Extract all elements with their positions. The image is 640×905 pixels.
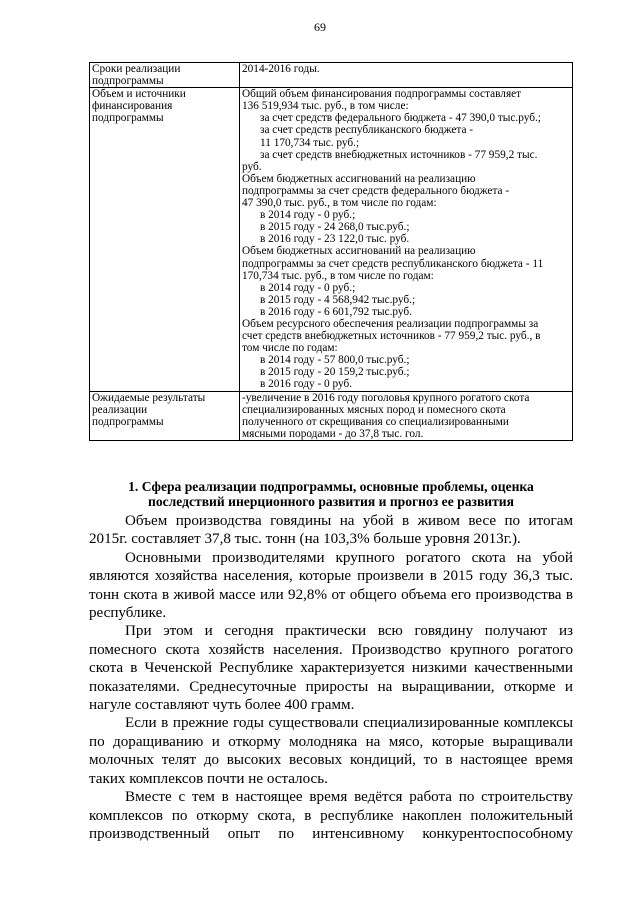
value-line: за счет средств республиканского бюджета - — [260, 124, 474, 137]
value-line: 11 170,734 тыс. руб.; — [260, 136, 360, 149]
table-row — [90, 391, 573, 440]
label-line: подпрограммы — [92, 112, 164, 125]
value-line: Объем ресурсного обеспечения реализации подпрограммы за — [242, 317, 539, 330]
value-line: в 2015 году - 4 568,942 тыс.руб.; — [260, 293, 416, 306]
page-number: 69 — [314, 20, 326, 34]
value-line: 47 390,0 тыс. руб., в том числе по годам: — [242, 197, 437, 210]
value-line: в 2015 году - 20 159,2 тыс.руб.; — [260, 366, 410, 379]
value-line: счет средств внебюджетных источников - 77 959,2 тыс. руб., в — [242, 330, 541, 343]
table-label-cell — [90, 391, 240, 440]
paragraph: При этом и сегодня практически всю говядину получают из помесного скота хозяйств населения. Производство крупного рогатого скота в Чеченской Республике характеризуется низкими качественными показателями. Среднесуточные приросты на выращивании, откорме и нагуле составляют чуть более 400 грамм. — [89, 623, 573, 714]
paragraph: Основными производителями крупного рогатого скота на убой являются хозяйства населения, которые произвели в 2015 году 36,3 тыс. тонн скота в живой массе или 92,8% от общего объема его производства в республике. — [89, 549, 573, 622]
section-heading — [89, 479, 573, 509]
label-line: Сроки реализации — [92, 63, 181, 75]
table-label-cell — [90, 63, 240, 88]
section-body — [89, 512, 573, 843]
value-line: в 2014 году - 57 800,0 тыс.руб.; — [260, 354, 410, 367]
value-line: том числе по годам: — [242, 342, 338, 355]
value-line: 136 519,934 тыс. руб., в том числе: — [242, 100, 409, 113]
value-line: подпрограммы за счет средств республиканского бюджета - 11 — [242, 257, 544, 270]
table-row — [90, 88, 573, 391]
paragraph: Вместе с тем в настоящее время ведётся работа по строительству комплексов по откорму скота, в республике накоплен положительный производственный опыт по интенсивному конкурентоспособному — [89, 789, 573, 842]
value-line: мясными породами - до 37,8 тыс. гол. — [242, 427, 424, 440]
value-line: 2014-2016 годы. — [242, 63, 320, 75]
value-line: в 2014 году - 0 руб.; — [260, 209, 356, 222]
section-heading-line: 1. Сфера реализации подпрограммы, основные проблемы, оценка — [128, 479, 534, 494]
value-line: Общий объем финансирования подпрограммы составляет — [242, 88, 522, 101]
value-line: Объем бюджетных ассигнований на реализацию — [242, 245, 476, 258]
value-line: в 2015 году - 24 268,0 тыс.руб.; — [260, 221, 410, 234]
table-row — [90, 63, 573, 88]
value-line: в 2016 году - 0 руб. — [260, 378, 353, 391]
table-label-cell — [90, 88, 240, 391]
value-line: руб. — [242, 160, 262, 173]
table-value-cell — [240, 391, 573, 440]
label-line: подпрограммы — [92, 415, 164, 428]
paragraph: Если в прежние годы существовали специализированные комплексы по доращиванию и откорму молодняка на мясо, которые выращивали молочных телят до высоких весовых кондиций, то в настоящее время таких комплексов почти не осталось. — [89, 715, 573, 787]
label-line: Объем и источники — [92, 88, 186, 101]
value-line: в 2014 году - 0 руб.; — [260, 281, 356, 294]
value-line: 170,734 тыс. руб., в том числе по годам: — [242, 269, 434, 282]
table-value-cell — [240, 63, 573, 88]
value-line: в 2016 году - 6 601,792 тыс.руб. — [260, 305, 413, 318]
value-line: полученного от скрещивания со специализированными — [242, 415, 509, 428]
label-line: Ожидаемые результаты — [92, 391, 206, 404]
section-heading-line: последствий инерционного развития и прогноз ее развития — [147, 494, 514, 509]
value-line: Объем бюджетных ассигнований на реализацию — [242, 172, 476, 185]
label-line: подпрограммы — [92, 75, 164, 88]
label-line: реализации — [92, 403, 148, 416]
paragraph: Объем производства говядины на убой в живом весе по итогам 2015г. составляет 37,8 тыс. тонн (на 103,3% больше уровня 2013г.). — [89, 513, 573, 548]
value-line: за счет средств внебюджетных источников - 77 959,2 тыс. — [260, 148, 538, 161]
value-line: -увеличение в 2016 году поголовья крупного рогатого скота — [242, 391, 530, 404]
table-value-cell — [240, 88, 573, 391]
value-line: специализированных мясных пород и помесного скота — [242, 403, 506, 416]
value-line: за счет средств федерального бюджета - 47 390,0 тыс.руб.; — [260, 112, 541, 125]
value-line: в 2016 году - 23 122,0 тыс. руб. — [260, 233, 410, 246]
value-line: подпрограммы за счет средств федерального бюджета - — [242, 184, 510, 197]
subprogram-passport-table — [89, 62, 573, 441]
label-line: финансирования — [92, 100, 173, 113]
